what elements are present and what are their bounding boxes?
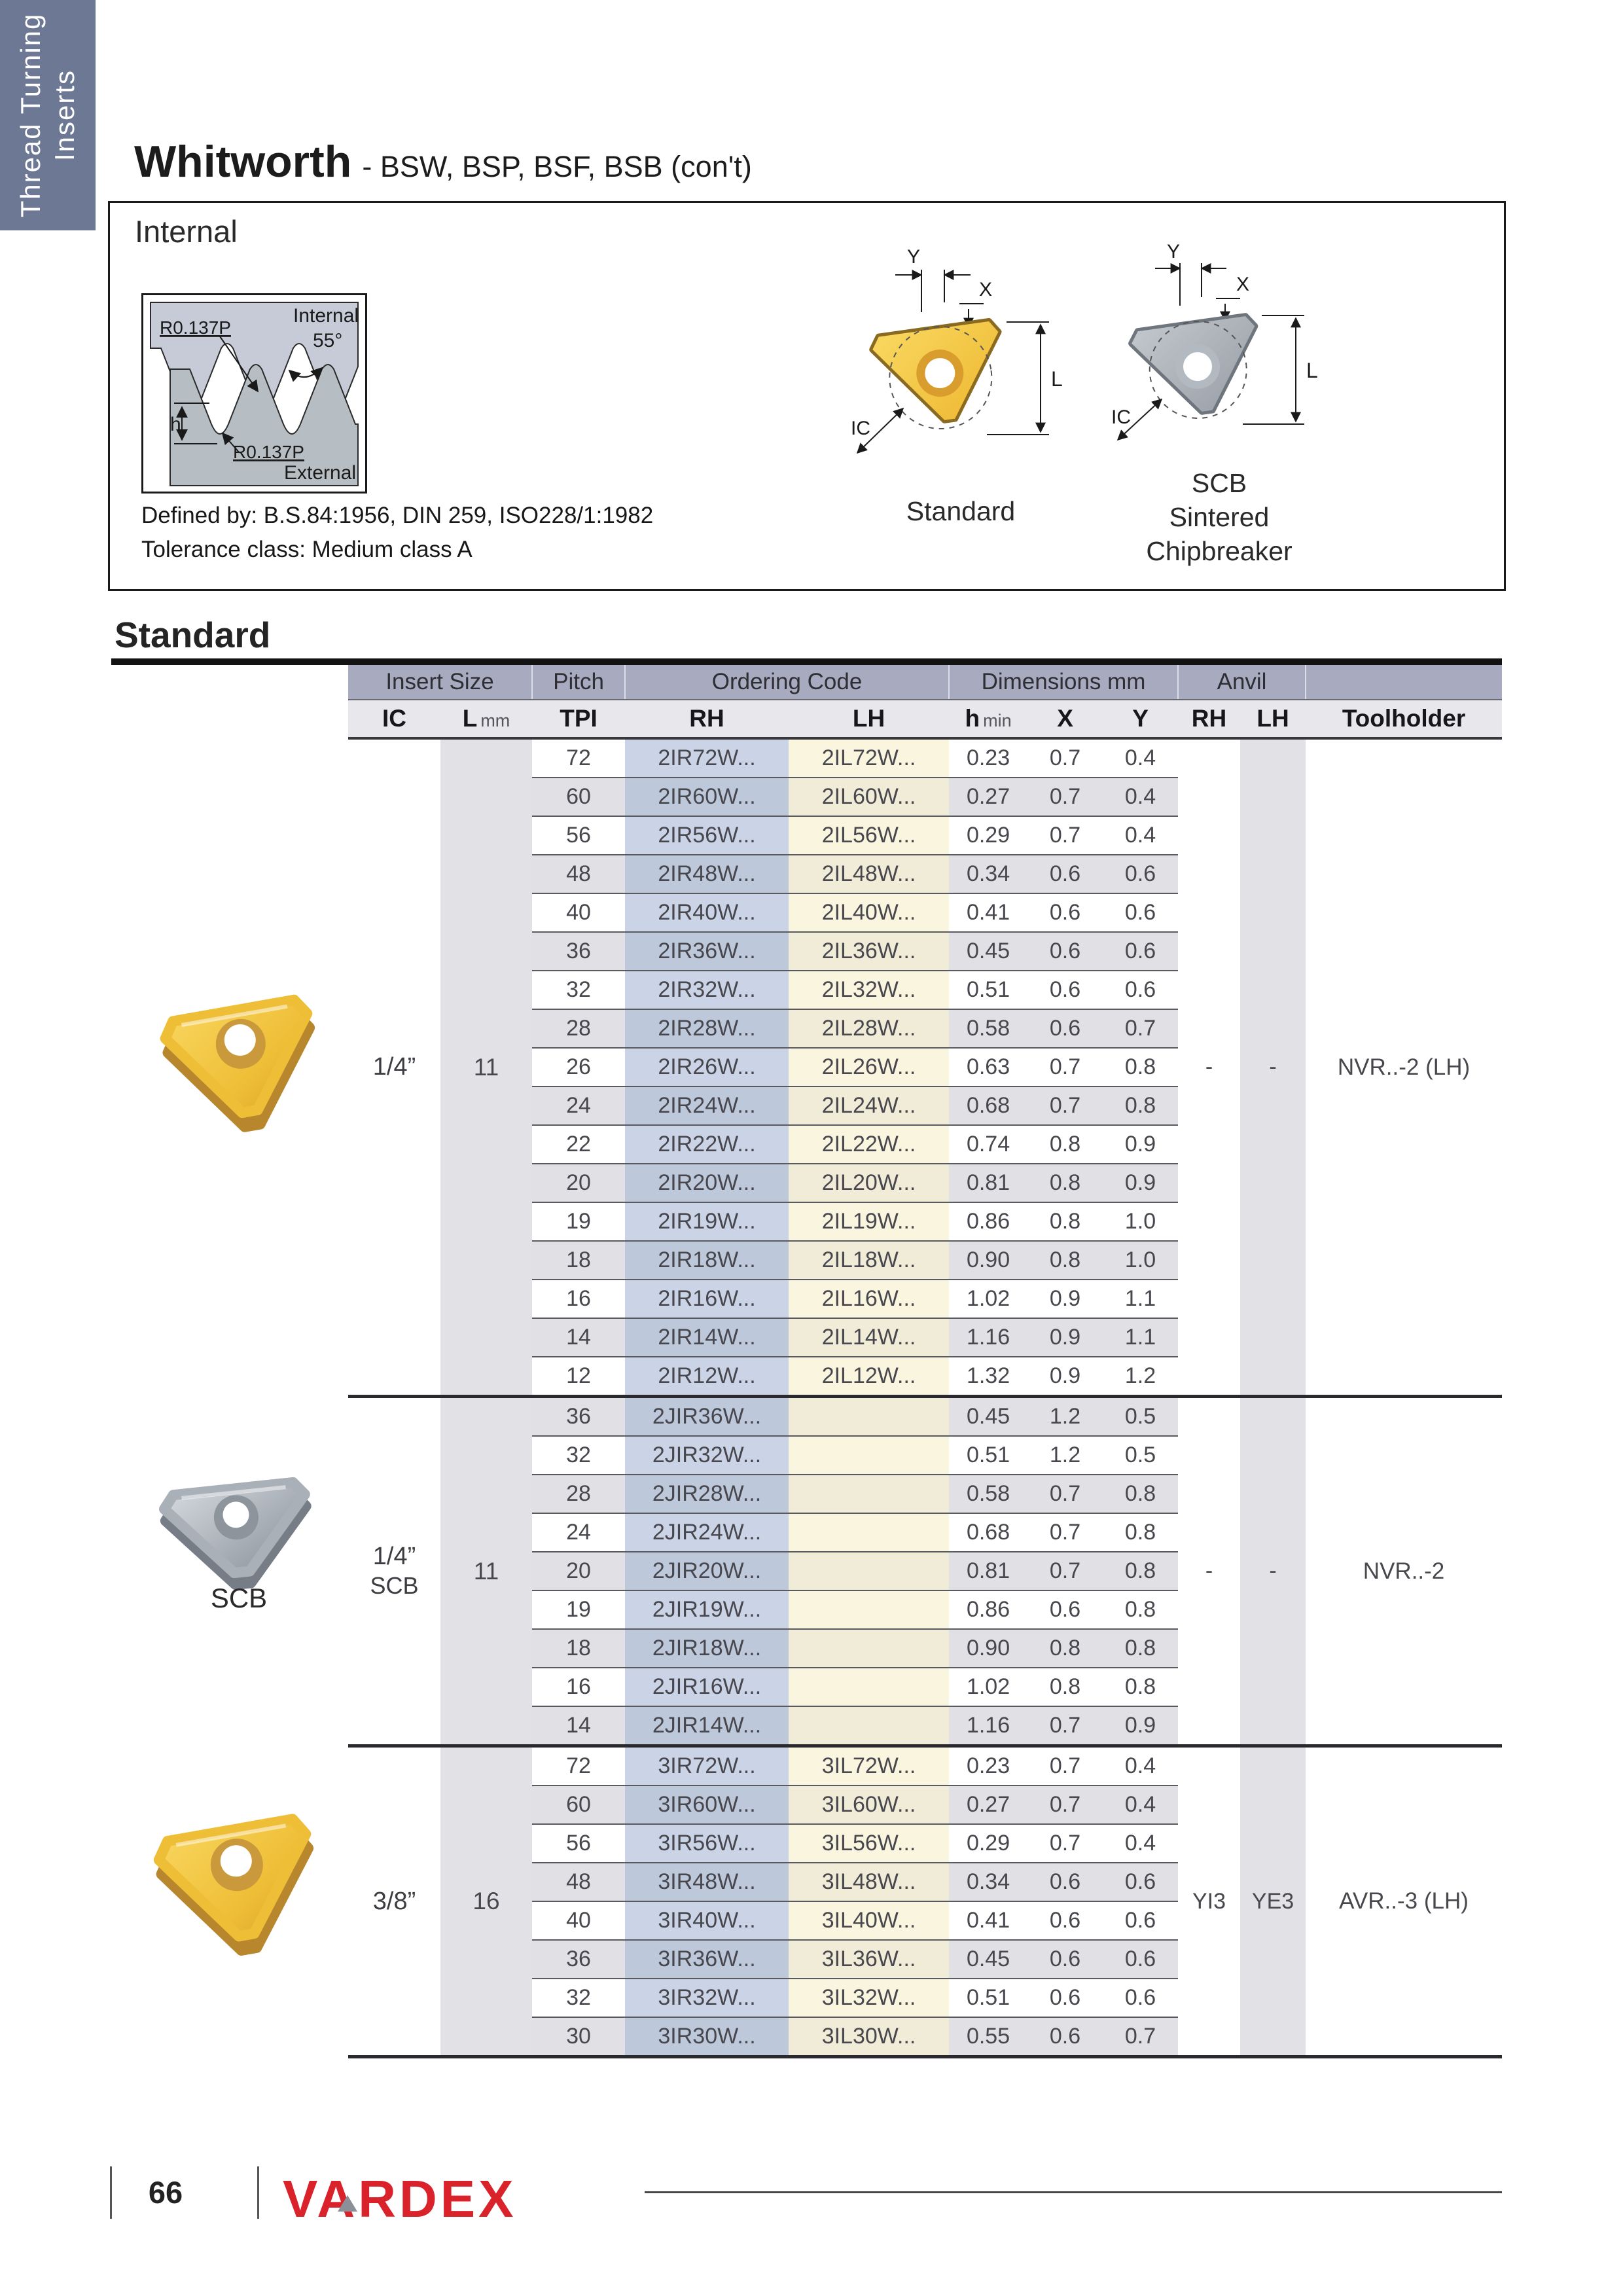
h-min-cell: 0.29: [949, 1824, 1027, 1863]
r-bottom-label: R0.137P: [233, 442, 304, 462]
y-cell: 0.7: [1103, 1009, 1178, 1048]
x-cell: 0.7: [1027, 1475, 1103, 1513]
x-cell: 0.6: [1027, 932, 1103, 971]
h-min-cell: 0.55: [949, 2017, 1027, 2057]
ordering-code-rh-cell: 2JIR19W...: [625, 1590, 789, 1629]
sidebar-tab-thread-turning-inserts: [0, 0, 96, 230]
x-cell: 0.7: [1027, 816, 1103, 855]
h-min-cell: 0.58: [949, 1009, 1027, 1048]
tpi-cell: 56: [532, 1824, 625, 1863]
y-cell: 0.6: [1103, 1940, 1178, 1979]
y-cell: 0.5: [1103, 1397, 1178, 1437]
h-min-cell: 0.86: [949, 1590, 1027, 1629]
ordering-code-lh-cell: 3IL40W...: [789, 1901, 949, 1940]
y-cell: 0.6: [1103, 1901, 1178, 1940]
y-cell: 0.8: [1103, 1475, 1178, 1513]
dim-x-label-scb: X: [1236, 274, 1250, 295]
footer-divider-left: [110, 2166, 112, 2219]
ordering-code-lh-cell: 2IL36W...: [789, 932, 949, 971]
y-cell: 0.4: [1103, 1746, 1178, 1786]
ordering-code-lh-cell: 2IL56W...: [789, 816, 949, 855]
group-insert-size: Insert Size: [348, 665, 532, 700]
ordering-code-rh-cell: 2IR40W...: [625, 893, 789, 932]
ordering-code-lh-cell: 2IL28W...: [789, 1009, 949, 1048]
h-min-cell: 0.34: [949, 1863, 1027, 1901]
ordering-code-rh-cell: 2IR12W...: [625, 1357, 789, 1397]
defined-by-text: Defined by: B.S.84:1956, DIN 259, ISO228/1:1982: [141, 503, 654, 528]
y-cell: 0.4: [1103, 1785, 1178, 1824]
scb-insert-drawing: [1082, 243, 1357, 466]
ordering-code-lh-cell: 2IL14W...: [789, 1318, 949, 1357]
tpi-cell: 18: [532, 1241, 625, 1280]
title-subtitle: - BSW, BSP, BSF, BSB (con't): [362, 150, 752, 183]
h-min-cell: 0.74: [949, 1125, 1027, 1164]
ordering-code-rh-cell: 3IR32W...: [625, 1979, 789, 2017]
tpi-cell: 60: [532, 1785, 625, 1824]
ordering-code-lh-cell: 2IL60W...: [789, 778, 949, 816]
h-min-cell: 0.51: [949, 971, 1027, 1009]
y-cell: 1.0: [1103, 1241, 1178, 1280]
x-cell: 0.8: [1027, 1164, 1103, 1202]
ordering-code-rh-cell: 3IR60W...: [625, 1785, 789, 1824]
tpi-cell: 24: [532, 1086, 625, 1125]
x-cell: 0.7: [1027, 738, 1103, 778]
h-min-cell: 0.27: [949, 778, 1027, 816]
x-cell: 1.2: [1027, 1397, 1103, 1437]
table-row: [348, 1746, 1502, 1786]
ordering-code-rh-cell: 2IR16W...: [625, 1280, 789, 1318]
col-l: L mm: [440, 700, 532, 738]
group-dimensions: Dimensions mm: [949, 665, 1178, 700]
h-min-cell: 0.63: [949, 1048, 1027, 1086]
x-cell: 0.9: [1027, 1357, 1103, 1397]
tpi-cell: 40: [532, 893, 625, 932]
ordering-code-rh-cell: 2IR20W...: [625, 1164, 789, 1202]
h-min-cell: 0.41: [949, 1901, 1027, 1940]
h-min-cell: 0.34: [949, 855, 1027, 893]
h-min-cell: 0.81: [949, 1552, 1027, 1590]
ordering-code-rh-cell: 2IR19W...: [625, 1202, 789, 1241]
tolerance-text: Tolerance class: Medium class A: [141, 537, 473, 562]
footer-rule: [645, 2191, 1502, 2193]
tpi-cell: 16: [532, 1280, 625, 1318]
ordering-code-lh-cell: 2IL22W...: [789, 1125, 949, 1164]
x-cell: 0.6: [1027, 971, 1103, 1009]
h-min-cell: 0.68: [949, 1086, 1027, 1125]
ordering-code-lh-cell: [789, 1629, 949, 1668]
ordering-code-lh-cell: 2IL12W...: [789, 1357, 949, 1397]
footer-divider-right: [257, 2166, 259, 2219]
h-min-cell: 1.02: [949, 1280, 1027, 1318]
x-cell: 0.6: [1027, 855, 1103, 893]
ordering-code-rh-cell: 2IR48W...: [625, 855, 789, 893]
h-min-cell: 0.23: [949, 738, 1027, 778]
ordering-code-rh-cell: 3IR56W...: [625, 1824, 789, 1863]
internal-label: Internal: [293, 305, 359, 327]
tpi-cell: 60: [532, 778, 625, 816]
ordering-code-lh-cell: 3IL48W...: [789, 1863, 949, 1901]
toolholder-cell: AVR..-3 (LH): [1306, 1746, 1502, 2057]
col-x: X: [1027, 700, 1103, 738]
section-heading-standard: Standard: [115, 615, 271, 655]
ordering-code-rh-cell: 2IR24W...: [625, 1086, 789, 1125]
ordering-code-lh-cell: 3IL60W...: [789, 1785, 949, 1824]
x-cell: 0.6: [1027, 1009, 1103, 1048]
pitch-l-cell: 16: [440, 1746, 532, 2057]
tpi-cell: 26: [532, 1048, 625, 1086]
ordering-code-rh-cell: 2JIR20W...: [625, 1552, 789, 1590]
ordering-code-lh-cell: [789, 1706, 949, 1746]
standard-insert-drawing: [823, 243, 1098, 492]
h-min-cell: 0.51: [949, 1436, 1027, 1475]
anvil-rh-cell: -: [1178, 738, 1240, 1397]
table-row: [348, 738, 1502, 778]
tpi-cell: 19: [532, 1590, 625, 1629]
h-min-cell: 0.81: [949, 1164, 1027, 1202]
ordering-code-rh-cell: 3IR36W...: [625, 1940, 789, 1979]
col-rh: RH: [625, 700, 789, 738]
y-cell: 0.6: [1103, 932, 1178, 971]
ordering-code-rh-cell: 2IR72W...: [625, 738, 789, 778]
ordering-code-lh-cell: 2IL40W...: [789, 893, 949, 932]
ordering-code-rh-cell: 2IR18W...: [625, 1241, 789, 1280]
tpi-cell: 22: [532, 1125, 625, 1164]
panel-heading: Internal: [135, 214, 238, 249]
anvil-lh-cell: -: [1240, 738, 1306, 1397]
tpi-cell: 72: [532, 738, 625, 778]
tpi-cell: 14: [532, 1706, 625, 1746]
column-header-row: [348, 700, 1502, 738]
group-header-row: [348, 665, 1502, 700]
tpi-cell: 30: [532, 2017, 625, 2057]
title-main: Whitworth: [134, 137, 352, 187]
h-min-cell: 0.45: [949, 1397, 1027, 1437]
internal-panel: [108, 201, 1506, 591]
angle-label: 55°: [313, 330, 343, 351]
x-cell: 0.7: [1027, 1086, 1103, 1125]
x-cell: 0.7: [1027, 1824, 1103, 1863]
insert-size-ic-cell: 1/4”: [348, 738, 440, 1397]
col-tpi: TPI: [532, 700, 625, 738]
h-min-cell: 1.16: [949, 1706, 1027, 1746]
col-lh: LH: [789, 700, 949, 738]
external-label: External: [284, 462, 357, 484]
x-cell: 0.9: [1027, 1280, 1103, 1318]
ordering-code-rh-cell: 2IR36W...: [625, 932, 789, 971]
y-cell: 0.8: [1103, 1048, 1178, 1086]
y-cell: 1.1: [1103, 1318, 1178, 1357]
x-cell: 0.6: [1027, 1901, 1103, 1940]
x-cell: 0.7: [1027, 1706, 1103, 1746]
y-cell: 1.1: [1103, 1280, 1178, 1318]
dim-l-label: L: [1051, 367, 1063, 391]
ordering-code-rh-cell: 2IR22W...: [625, 1125, 789, 1164]
scb-caption-line1: SCB: [1191, 468, 1247, 498]
tpi-cell: 18: [532, 1629, 625, 1668]
tpi-cell: 12: [532, 1357, 625, 1397]
scb-caption-line3: Chipbreaker: [1146, 536, 1293, 566]
ordering-code-lh-cell: [789, 1513, 949, 1552]
dim-x-label: X: [979, 279, 993, 300]
group-anvil: Anvil: [1178, 665, 1306, 700]
table-body: [348, 738, 1502, 2057]
x-cell: 0.9: [1027, 1318, 1103, 1357]
x-cell: 0.7: [1027, 778, 1103, 816]
ordering-code-rh-cell: 3IR40W...: [625, 1901, 789, 1940]
ordering-code-lh-cell: 2IL19W...: [789, 1202, 949, 1241]
ordering-code-lh-cell: 2IL72W...: [789, 738, 949, 778]
ordering-code-lh-cell: [789, 1397, 949, 1437]
tpi-cell: 24: [532, 1513, 625, 1552]
pitch-l-cell: 11: [440, 1397, 532, 1746]
ordering-code-lh-cell: 3IL56W...: [789, 1824, 949, 1863]
ordering-code-lh-cell: 3IL30W...: [789, 2017, 949, 2057]
tpi-cell: 19: [532, 1202, 625, 1241]
x-cell: 1.2: [1027, 1436, 1103, 1475]
tpi-cell: 20: [532, 1552, 625, 1590]
x-cell: 0.6: [1027, 1590, 1103, 1629]
ordering-code-lh-cell: [789, 1436, 949, 1475]
dim-l-label-scb: L: [1306, 359, 1318, 382]
ordering-code-rh-cell: 3IR48W...: [625, 1863, 789, 1901]
tpi-cell: 48: [532, 855, 625, 893]
ordering-code-lh-cell: 2IL16W...: [789, 1280, 949, 1318]
ordering-code-rh-cell: 2JIR18W...: [625, 1629, 789, 1668]
tpi-cell: 48: [532, 1863, 625, 1901]
y-cell: 0.8: [1103, 1629, 1178, 1668]
h-min-cell: 0.90: [949, 1629, 1027, 1668]
tpi-cell: 32: [532, 1979, 625, 2017]
tpi-cell: 32: [532, 1436, 625, 1475]
anvil-rh-cell: YI3: [1178, 1746, 1240, 2057]
x-cell: 0.6: [1027, 1979, 1103, 2017]
ordering-code-lh-cell: 2IL18W...: [789, 1241, 949, 1280]
scb-caption: [1082, 466, 1357, 568]
tpi-cell: 40: [532, 1901, 625, 1940]
y-cell: 0.5: [1103, 1436, 1178, 1475]
ordering-code-lh-cell: 2IL24W...: [789, 1086, 949, 1125]
h-min-cell: 0.27: [949, 1785, 1027, 1824]
ordering-code-rh-cell: 2JIR32W...: [625, 1436, 789, 1475]
ordering-code-lh-cell: [789, 1552, 949, 1590]
ordering-code-rh-cell: 2JIR28W...: [625, 1475, 789, 1513]
ordering-code-lh-cell: [789, 1475, 949, 1513]
y-cell: 0.6: [1103, 1863, 1178, 1901]
insert-size-ic-cell: 3/8”: [348, 1746, 440, 2057]
h-min-cell: 1.02: [949, 1668, 1027, 1706]
insert-photo-standard-threeeighths: [143, 1799, 339, 1969]
vardex-logo: [283, 2169, 516, 2229]
x-cell: 0.7: [1027, 1785, 1103, 1824]
toolholder-cell: NVR..-2 (LH): [1306, 738, 1502, 1397]
col-h-min: h min: [949, 700, 1027, 738]
insert-size-ic-cell: 1/4” SCB: [348, 1397, 440, 1746]
y-cell: 0.8: [1103, 1552, 1178, 1590]
h-min-cell: 0.86: [949, 1202, 1027, 1241]
pitch-l-cell: 11: [440, 738, 532, 1397]
spec-table: [348, 665, 1502, 2058]
y-cell: 0.4: [1103, 778, 1178, 816]
ordering-code-rh-cell: 2JIR14W...: [625, 1706, 789, 1746]
thread-profile-diagram: [141, 293, 367, 493]
table-row: [348, 1397, 1502, 1437]
sidebar-tab-line2: Inserts: [49, 69, 80, 162]
x-cell: 0.8: [1027, 1125, 1103, 1164]
col-toolholder: Toolholder: [1306, 700, 1502, 738]
standard-caption: Standard: [906, 496, 1016, 526]
tpi-cell: 20: [532, 1164, 625, 1202]
y-cell: 0.8: [1103, 1590, 1178, 1629]
group-ordering-code: Ordering Code: [625, 665, 949, 700]
dim-ic-label: IC: [851, 418, 870, 439]
x-cell: 0.7: [1027, 1746, 1103, 1786]
tpi-cell: 56: [532, 816, 625, 855]
h-min-cell: 1.16: [949, 1318, 1027, 1357]
ordering-code-rh-cell: 3IR72W...: [625, 1746, 789, 1786]
insert-photo-scb-caption: SCB: [210, 1583, 268, 1613]
h-min-cell: 0.58: [949, 1475, 1027, 1513]
group-toolholder-spacer: [1306, 665, 1502, 700]
y-cell: 0.6: [1103, 971, 1178, 1009]
insert-photo-standard-quarter: [149, 980, 339, 1144]
tpi-cell: 72: [532, 1746, 625, 1786]
tpi-cell: 32: [532, 971, 625, 1009]
y-cell: 0.6: [1103, 1979, 1178, 2017]
y-cell: 0.8: [1103, 1668, 1178, 1706]
h-min-cell: 1.32: [949, 1357, 1027, 1397]
h-dim-label: h: [170, 414, 181, 435]
vardex-logo-text: VARDEX: [283, 2170, 517, 2228]
ordering-code-rh-cell: 2IR32W...: [625, 971, 789, 1009]
h-min-cell: 0.90: [949, 1241, 1027, 1280]
h-min-cell: 0.45: [949, 932, 1027, 971]
h-min-cell: 0.29: [949, 816, 1027, 855]
tpi-cell: 28: [532, 1475, 625, 1513]
group-pitch: Pitch: [532, 665, 625, 700]
y-cell: 0.8: [1103, 1513, 1178, 1552]
col-y: Y: [1103, 700, 1178, 738]
x-cell: 0.6: [1027, 1940, 1103, 1979]
x-cell: 0.6: [1027, 893, 1103, 932]
dim-y-label-scb: Y: [1167, 243, 1181, 262]
x-cell: 0.7: [1027, 1552, 1103, 1590]
x-cell: 0.6: [1027, 2017, 1103, 2057]
ordering-code-rh-cell: 2IR60W...: [625, 778, 789, 816]
tpi-cell: 36: [532, 1940, 625, 1979]
y-cell: 0.6: [1103, 893, 1178, 932]
y-cell: 0.8: [1103, 1086, 1178, 1125]
x-cell: 0.8: [1027, 1668, 1103, 1706]
ordering-code-rh-cell: 2JIR36W...: [625, 1397, 789, 1437]
ordering-code-rh-cell: 2IR14W...: [625, 1318, 789, 1357]
ordering-code-lh-cell: 2IL32W...: [789, 971, 949, 1009]
h-min-cell: 0.51: [949, 1979, 1027, 2017]
anvil-lh-cell: YE3: [1240, 1746, 1306, 2057]
y-cell: 0.7: [1103, 2017, 1178, 2057]
ordering-code-lh-cell: 2IL48W...: [789, 855, 949, 893]
h-min-cell: 0.68: [949, 1513, 1027, 1552]
x-cell: 0.7: [1027, 1513, 1103, 1552]
col-anvil-lh: LH: [1240, 700, 1306, 738]
toolholder-cell: NVR..-2: [1306, 1397, 1502, 1746]
tpi-cell: 14: [532, 1318, 625, 1357]
ordering-code-rh-cell: 2IR28W...: [625, 1009, 789, 1048]
tpi-cell: 36: [532, 1397, 625, 1437]
y-cell: 0.6: [1103, 855, 1178, 893]
r-top-label: R0.137P: [160, 317, 231, 338]
ordering-code-lh-cell: 2IL20W...: [789, 1164, 949, 1202]
ordering-code-rh-cell: 2IR26W...: [625, 1048, 789, 1086]
h-min-cell: 0.23: [949, 1746, 1027, 1786]
insert-photo-scb: [141, 1465, 337, 1599]
ordering-code-rh-cell: 2IR56W...: [625, 816, 789, 855]
x-cell: 0.8: [1027, 1629, 1103, 1668]
anvil-lh-cell: -: [1240, 1397, 1306, 1746]
ordering-code-rh-cell: 2JIR24W...: [625, 1513, 789, 1552]
dim-y-label: Y: [907, 246, 921, 268]
anvil-rh-cell: -: [1178, 1397, 1240, 1746]
ordering-code-rh-cell: 2JIR16W...: [625, 1668, 789, 1706]
y-cell: 0.4: [1103, 1824, 1178, 1863]
h-min-cell: 0.41: [949, 893, 1027, 932]
scb-caption-line2: Sintered: [1169, 502, 1270, 532]
dim-ic-label-scb: IC: [1111, 406, 1131, 428]
y-cell: 0.4: [1103, 738, 1178, 778]
ordering-code-lh-cell: 3IL36W...: [789, 1940, 949, 1979]
ordering-code-lh-cell: 2IL26W...: [789, 1048, 949, 1086]
y-cell: 0.9: [1103, 1706, 1178, 1746]
ordering-code-rh-cell: 3IR30W...: [625, 2017, 789, 2057]
x-cell: 0.7: [1027, 1048, 1103, 1086]
ordering-code-lh-cell: 3IL32W...: [789, 1979, 949, 2017]
vardex-logo-triangle-icon: [338, 2195, 357, 2212]
x-cell: 0.6: [1027, 1863, 1103, 1901]
y-cell: 0.9: [1103, 1125, 1178, 1164]
section-rule: [111, 658, 1502, 665]
h-min-cell: 0.45: [949, 1940, 1027, 1979]
page-number: 66: [148, 2175, 183, 2210]
tpi-cell: 16: [532, 1668, 625, 1706]
col-ic: IC: [348, 700, 440, 738]
y-cell: 0.9: [1103, 1164, 1178, 1202]
x-cell: 0.8: [1027, 1241, 1103, 1280]
ordering-code-lh-cell: [789, 1590, 949, 1629]
y-cell: 1.0: [1103, 1202, 1178, 1241]
y-cell: 1.2: [1103, 1357, 1178, 1397]
page-title: [134, 136, 752, 187]
tpi-cell: 36: [532, 932, 625, 971]
ordering-code-lh-cell: [789, 1668, 949, 1706]
ordering-code-lh-cell: 3IL72W...: [789, 1746, 949, 1786]
col-anvil-rh: RH: [1178, 700, 1240, 738]
y-cell: 0.4: [1103, 816, 1178, 855]
sidebar-tab-line1: Thread Turning: [15, 12, 46, 218]
tpi-cell: 28: [532, 1009, 625, 1048]
x-cell: 0.8: [1027, 1202, 1103, 1241]
